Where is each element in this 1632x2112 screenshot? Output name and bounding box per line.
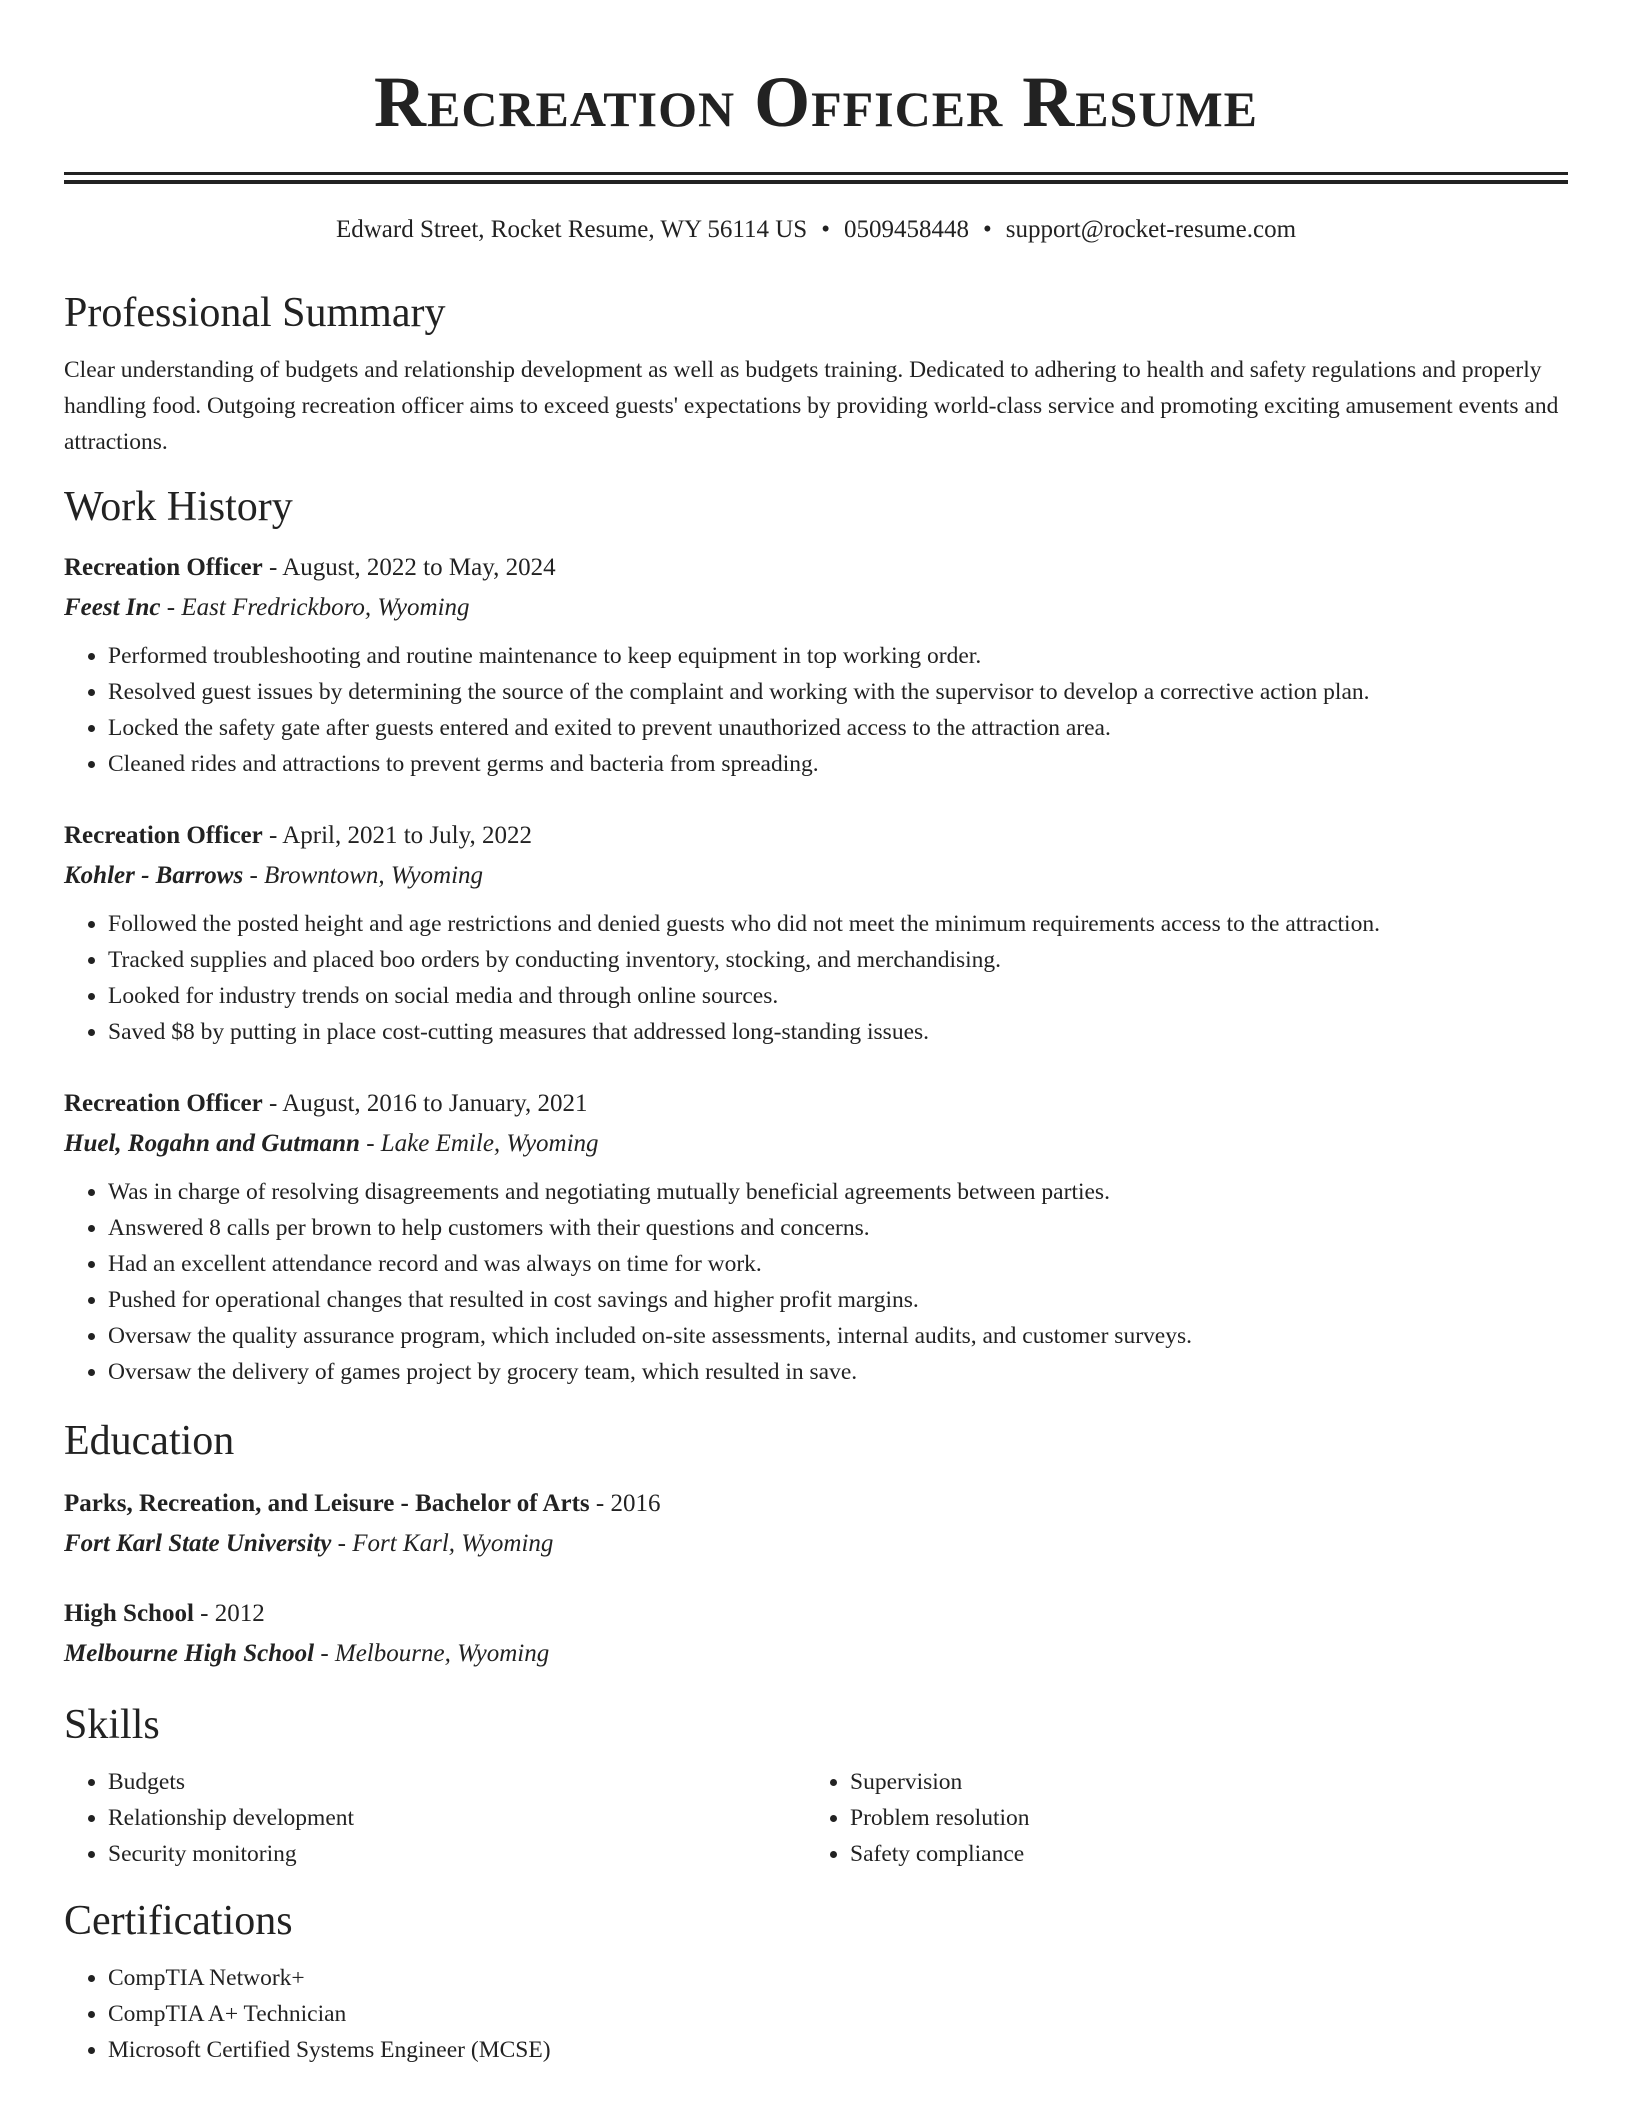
list-item: • Cleaned rides and attractions to prevent germs and bacteria from spreading. xyxy=(108,746,1568,782)
degree-year: - 2016 xyxy=(589,1490,661,1517)
school-name: Melbourne High School xyxy=(64,1640,315,1667)
list-item: • Tracked supplies and placed boo orders by conducting inventory, stocking, and merchandising. xyxy=(108,942,1568,978)
contact-separator: • xyxy=(982,216,992,243)
title-divider-bottom xyxy=(64,180,1568,184)
skills-right-column xyxy=(806,1764,1548,1872)
contact-email: support@rocket-resume.com xyxy=(1005,216,1297,243)
skills-heading: Skills xyxy=(64,1702,160,1748)
job-location: - Browntown, Wyoming xyxy=(243,862,484,889)
job-dates: - August, 2016 to January, 2021 xyxy=(262,1090,588,1117)
resume-title: Recreation Officer Resume xyxy=(373,62,1259,142)
degree-year: - 2012 xyxy=(193,1600,265,1627)
certifications-list xyxy=(64,1960,1568,2068)
school-line xyxy=(64,1524,1568,1564)
education-section xyxy=(64,1416,1568,1674)
degree-name: High School xyxy=(64,1600,194,1627)
job-location: - Lake Emile, Wyoming xyxy=(359,1130,599,1157)
summary-text: Clear understanding of budgets and relationship development as well as budgets training. Dedicated to adhering to health and safety regulations and properly handling food. Outgoing recreation officer aims to exceed guests' expectations by providing world-class service and promoting exciting amusement events and attractions. xyxy=(64,357,1559,455)
job-dates: - August, 2022 to May, 2024 xyxy=(262,554,556,581)
job-entry xyxy=(64,1084,1568,1390)
job-role: Recreation Officer xyxy=(64,1090,263,1117)
skills-columns xyxy=(64,1764,1568,1872)
job-entry xyxy=(64,816,1568,1050)
resume-page xyxy=(64,0,1568,2068)
job-company: Feest Inc xyxy=(64,594,161,621)
job-role: Recreation Officer xyxy=(64,822,263,849)
contact-separator: • xyxy=(821,216,830,243)
education-heading: Education xyxy=(64,1418,235,1464)
school-line xyxy=(64,1634,1568,1674)
list-item: • Oversaw the quality assurance program, which included on-site assessments, internal audits, and customer surveys. xyxy=(108,1318,1568,1354)
list-item: • Relationship development xyxy=(108,1800,806,1836)
list-item: • Followed the posted height and age restrictions and denied guests who did not meet the minimum requirements access to the attraction. xyxy=(108,906,1568,942)
list-item: • Supervision xyxy=(850,1764,1548,1800)
skills-left-column xyxy=(64,1764,806,1872)
list-item: • Answered 8 calls per brown to help customers with their questions and concerns. xyxy=(108,1210,1568,1246)
job-role: Recreation Officer xyxy=(64,554,263,581)
school-name: Fort Karl State University xyxy=(64,1530,332,1557)
job-company: Huel, Rogahn and Gutmann xyxy=(64,1130,360,1157)
job-entry xyxy=(64,548,1568,782)
list-item: • Budgets xyxy=(108,1764,806,1800)
summary-section xyxy=(64,288,1568,460)
contact-line xyxy=(64,214,1568,246)
job-bullets xyxy=(64,906,1568,1050)
list-item: • Locked the safety gate after guests entered and exited to prevent unauthorized access to the attraction area. xyxy=(108,710,1568,746)
list-item: • Problem resolution xyxy=(850,1800,1548,1836)
degree-name: Parks, Recreation, and Leisure - Bachelor of Arts xyxy=(64,1490,590,1517)
work-history-section xyxy=(64,482,1568,1390)
list-item: • Resolved guest issues by determining the source of the complaint and working with the supervisor to develop a corrective action plan. xyxy=(108,674,1568,710)
work-history-heading: Work History xyxy=(64,484,293,530)
job-company-line xyxy=(64,856,1568,896)
list-item: • CompTIA A+ Technician xyxy=(108,1996,1568,2032)
list-item: • Microsoft Certified Systems Engineer (MCSE) xyxy=(108,2032,1568,2068)
job-location: - East Fredrickboro, Wyoming xyxy=(160,594,470,621)
job-bullets xyxy=(64,1174,1568,1390)
list-item: • Pushed for operational changes that resulted in cost savings and higher profit margins. xyxy=(108,1282,1568,1318)
job-bullets xyxy=(64,638,1568,782)
list-item: • Performed troubleshooting and routine maintenance to keep equipment in top working order. xyxy=(108,638,1568,674)
certifications-heading: Certifications xyxy=(64,1898,293,1944)
education-entry xyxy=(64,1484,1568,1564)
job-dates: - April, 2021 to July, 2022 xyxy=(262,822,532,849)
job-company-line xyxy=(64,1124,1568,1164)
degree-line xyxy=(64,1594,1568,1634)
education-entry xyxy=(64,1594,1568,1674)
job-company: Kohler - Barrows xyxy=(64,862,244,889)
list-item: • Looked for industry trends on social media and through online sources. xyxy=(108,978,1568,1014)
contact-phone: 0509458448 xyxy=(843,216,969,243)
list-item: • Security monitoring xyxy=(108,1836,806,1872)
school-location: - Fort Karl, Wyoming xyxy=(331,1530,554,1557)
school-location: - Melbourne, Wyoming xyxy=(314,1640,550,1667)
summary-heading: Professional Summary xyxy=(64,290,446,336)
degree-line xyxy=(64,1484,1568,1524)
certifications-section xyxy=(64,1896,1568,2068)
list-item: • Had an excellent attendance record and was always on time for work. xyxy=(108,1246,1568,1282)
job-title-line xyxy=(64,548,1568,588)
list-item: • Safety compliance xyxy=(850,1836,1548,1872)
list-item: • Was in charge of resolving disagreements and negotiating mutually beneficial agreements between parties. xyxy=(108,1174,1568,1210)
list-item: • CompTIA Network+ xyxy=(108,1960,1568,1996)
list-item: • Saved $8 by putting in place cost-cutting measures that addressed long-standing issues. xyxy=(108,1014,1568,1050)
job-title-line xyxy=(64,816,1568,856)
job-title-line xyxy=(64,1084,1568,1124)
contact-address: Edward Street, Rocket Resume, WY 56114 US xyxy=(335,216,808,243)
skills-section xyxy=(64,1700,1568,1872)
job-company-line xyxy=(64,588,1568,628)
list-item: • Oversaw the delivery of games project by grocery team, which resulted in save. xyxy=(108,1354,1568,1390)
title-divider-top xyxy=(64,172,1568,175)
